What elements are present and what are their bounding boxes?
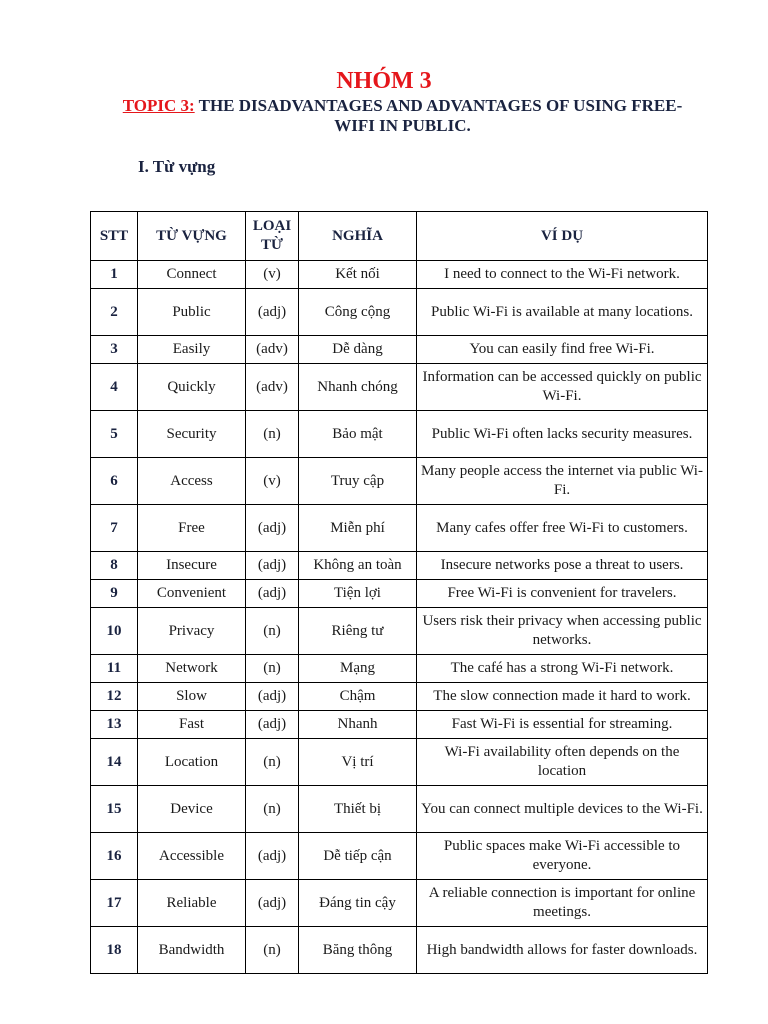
cell-meaning: Miễn phí xyxy=(299,505,417,552)
cell-meaning: Vị trí xyxy=(299,739,417,786)
cell-meaning: Kết nối xyxy=(299,261,417,289)
header-word: TỪ VỰNG xyxy=(138,212,246,261)
table-row xyxy=(91,683,708,711)
table-row xyxy=(91,458,708,505)
cell-meaning: Tiện lợi xyxy=(299,580,417,608)
cell-stt: 11 xyxy=(91,655,138,683)
cell-word: Accessible xyxy=(138,833,246,880)
cell-type: (adj) xyxy=(246,833,299,880)
cell-stt: 13 xyxy=(91,711,138,739)
cell-example: Users risk their privacy when accessing public networks. xyxy=(417,608,708,655)
cell-type: (adj) xyxy=(246,880,299,927)
table-row xyxy=(91,927,708,974)
cell-word: Quickly xyxy=(138,364,246,411)
cell-example: Information can be accessed quickly on public Wi-Fi. xyxy=(417,364,708,411)
cell-example: Insecure networks pose a threat to users. xyxy=(417,552,708,580)
cell-word: Public xyxy=(138,289,246,336)
cell-example: Fast Wi-Fi is essential for streaming. xyxy=(417,711,708,739)
cell-word: Fast xyxy=(138,711,246,739)
cell-stt: 15 xyxy=(91,786,138,833)
cell-word: Connect xyxy=(138,261,246,289)
cell-word: Reliable xyxy=(138,880,246,927)
cell-type: (adj) xyxy=(246,711,299,739)
cell-example: The café has a strong Wi-Fi network. xyxy=(417,655,708,683)
table-row xyxy=(91,552,708,580)
table-row xyxy=(91,655,708,683)
cell-example: Public Wi-Fi often lacks security measures. xyxy=(417,411,708,458)
cell-type: (adj) xyxy=(246,552,299,580)
cell-type: (adj) xyxy=(246,683,299,711)
cell-stt: 10 xyxy=(91,608,138,655)
header-meaning: NGHĨA xyxy=(299,212,417,261)
cell-type: (n) xyxy=(246,739,299,786)
cell-type: (n) xyxy=(246,411,299,458)
cell-stt: 18 xyxy=(91,927,138,974)
cell-meaning: Riêng tư xyxy=(299,608,417,655)
table-row xyxy=(91,336,708,364)
cell-stt: 2 xyxy=(91,289,138,336)
cell-example: Many people access the internet via public Wi-Fi. xyxy=(417,458,708,505)
cell-example: High bandwidth allows for faster downloads. xyxy=(417,927,708,974)
cell-word: Security xyxy=(138,411,246,458)
cell-word: Slow xyxy=(138,683,246,711)
cell-meaning: Mạng xyxy=(299,655,417,683)
table-row xyxy=(91,608,708,655)
document-title: NHÓM 3 xyxy=(336,68,432,94)
table-row xyxy=(91,261,708,289)
cell-example: Many cafes offer free Wi-Fi to customers. xyxy=(417,505,708,552)
cell-example: Public Wi-Fi is available at many locations. xyxy=(417,289,708,336)
cell-example: Wi-Fi availability often depends on the location xyxy=(417,739,708,786)
cell-example: I need to connect to the Wi-Fi network. xyxy=(417,261,708,289)
cell-type: (n) xyxy=(246,608,299,655)
table-row xyxy=(91,833,708,880)
table-row xyxy=(91,786,708,833)
cell-type: (n) xyxy=(246,927,299,974)
cell-meaning: Đáng tin cậy xyxy=(299,880,417,927)
table-row xyxy=(91,580,708,608)
cell-meaning: Băng thông xyxy=(299,927,417,974)
table-row xyxy=(91,289,708,336)
cell-meaning: Thiết bị xyxy=(299,786,417,833)
header-type: LOẠI TỪ xyxy=(246,212,299,261)
cell-meaning: Nhanh chóng xyxy=(299,364,417,411)
cell-stt: 12 xyxy=(91,683,138,711)
cell-meaning: Truy cập xyxy=(299,458,417,505)
cell-example: Public spaces make Wi-Fi accessible to everyone. xyxy=(417,833,708,880)
table-row xyxy=(91,739,708,786)
topic-label: TOPIC 3: xyxy=(122,96,195,115)
cell-word: Insecure xyxy=(138,552,246,580)
cell-type: (v) xyxy=(246,261,299,289)
cell-word: Bandwidth xyxy=(138,927,246,974)
cell-word: Easily xyxy=(138,336,246,364)
cell-stt: 5 xyxy=(91,411,138,458)
cell-stt: 7 xyxy=(91,505,138,552)
cell-stt: 8 xyxy=(91,552,138,580)
cell-word: Access xyxy=(138,458,246,505)
cell-stt: 16 xyxy=(91,833,138,880)
cell-word: Device xyxy=(138,786,246,833)
cell-example: You can connect multiple devices to the Wi-Fi. xyxy=(417,786,708,833)
cell-meaning: Công cộng xyxy=(299,289,417,336)
cell-stt: 14 xyxy=(91,739,138,786)
cell-stt: 9 xyxy=(91,580,138,608)
section-heading: I. Từ vựng xyxy=(138,157,216,176)
cell-type: (n) xyxy=(246,655,299,683)
cell-type: (v) xyxy=(246,458,299,505)
topic-heading xyxy=(110,96,695,136)
header-example: VÍ DỤ xyxy=(417,212,708,261)
cell-meaning: Bảo mật xyxy=(299,411,417,458)
cell-stt: 1 xyxy=(91,261,138,289)
table-row xyxy=(91,711,708,739)
cell-type: (n) xyxy=(246,786,299,833)
cell-type: (adj) xyxy=(246,289,299,336)
vocabulary-table xyxy=(90,211,708,974)
table-header-row xyxy=(91,212,708,261)
cell-stt: 6 xyxy=(91,458,138,505)
cell-word: Network xyxy=(138,655,246,683)
cell-stt: 17 xyxy=(91,880,138,927)
cell-word: Convenient xyxy=(138,580,246,608)
table-row xyxy=(91,364,708,411)
cell-word: Free xyxy=(138,505,246,552)
table-row xyxy=(91,411,708,458)
cell-word: Privacy xyxy=(138,608,246,655)
cell-example: The slow connection made it hard to work. xyxy=(417,683,708,711)
cell-stt: 4 xyxy=(91,364,138,411)
cell-example: Free Wi-Fi is convenient for travelers. xyxy=(417,580,708,608)
cell-type: (adv) xyxy=(246,364,299,411)
table-row xyxy=(91,880,708,927)
cell-example: You can easily find free Wi-Fi. xyxy=(417,336,708,364)
header-stt: STT xyxy=(91,212,138,261)
table-body xyxy=(91,261,708,974)
cell-meaning: Chậm xyxy=(299,683,417,711)
cell-meaning: Dễ tiếp cận xyxy=(299,833,417,880)
cell-example: A reliable connection is important for online meetings. xyxy=(417,880,708,927)
cell-meaning: Không an toàn xyxy=(299,552,417,580)
cell-type: (adj) xyxy=(246,505,299,552)
table-row xyxy=(91,505,708,552)
cell-meaning: Dễ dàng xyxy=(299,336,417,364)
topic-text: THE DISADVANTAGES AND ADVANTAGES OF USING FREE-WIFI IN PUBLIC. xyxy=(194,96,683,135)
cell-type: (adj) xyxy=(246,580,299,608)
cell-word: Location xyxy=(138,739,246,786)
cell-meaning: Nhanh xyxy=(299,711,417,739)
cell-stt: 3 xyxy=(91,336,138,364)
cell-type: (adv) xyxy=(246,336,299,364)
